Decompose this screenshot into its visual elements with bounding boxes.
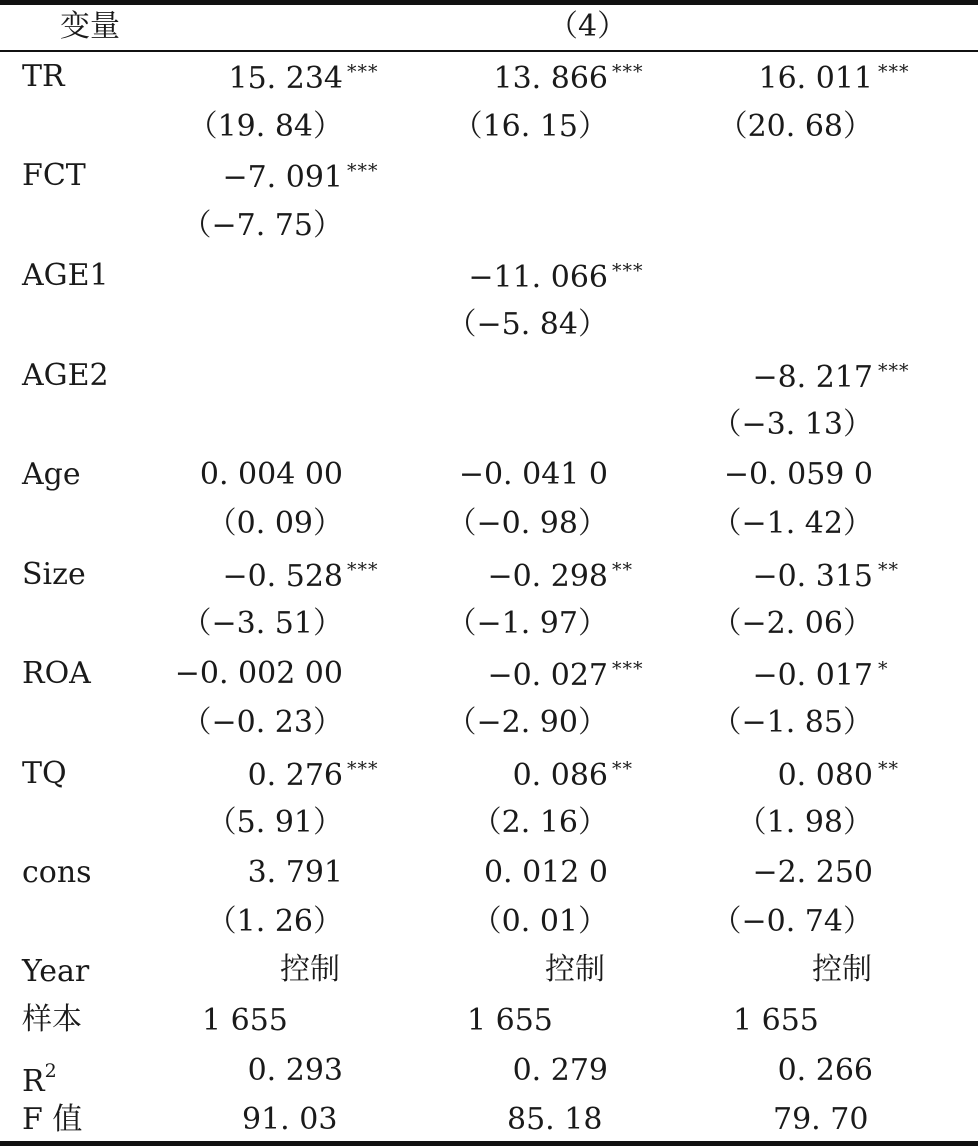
tstat-age1-2: （−5. 84） <box>446 307 608 342</box>
top-rule <box>0 0 978 5</box>
tstat-size-3: （−2. 06） <box>711 606 873 641</box>
row-label-sample: 样本 <box>22 1002 82 1037</box>
row-label-fct: FCT <box>22 158 86 193</box>
sample-size-1: 1 655 <box>202 1003 288 1038</box>
coef-age1-2: −11. 066 <box>468 260 608 295</box>
stars-size-1: *** <box>347 559 379 581</box>
row-label-tr: TR <box>22 59 65 94</box>
tstat-cons-1: （1. 26） <box>206 904 343 939</box>
coef-roa-1: −0. 002 00 <box>174 656 343 691</box>
coef-tq-1: 0. 276 <box>247 758 343 793</box>
row-label-age1: AGE1 <box>22 258 109 293</box>
stars-tq-1: *** <box>347 758 379 780</box>
coef-tq-3: 0. 080 <box>777 758 873 793</box>
tstat-cons-2: （0. 01） <box>471 904 608 939</box>
sample-size-2: 1 655 <box>467 1003 553 1038</box>
stars-age1-2: *** <box>612 260 644 282</box>
stars-tr-3: *** <box>878 61 910 83</box>
coef-roa-2: −0. 027 <box>487 658 608 693</box>
tstat-age-3: （−1. 42） <box>711 506 873 541</box>
f-value-3: 79. 70 <box>773 1102 869 1137</box>
r2-value-3: 0. 266 <box>777 1053 873 1088</box>
r2-label-base: R <box>22 1064 45 1099</box>
tstat-age-1: （0. 09） <box>206 506 343 541</box>
f-value-1: 91. 03 <box>242 1102 338 1137</box>
stars-size-3: ** <box>878 559 899 581</box>
tstat-roa-2: （−2. 90） <box>446 705 608 740</box>
tstat-tq-1: （5. 91） <box>206 805 343 840</box>
year-control-3: 控制 <box>812 952 872 987</box>
coef-fct-1: −7. 091 <box>222 160 343 195</box>
year-control-1: 控制 <box>280 952 340 987</box>
row-label-age: Age <box>22 457 81 492</box>
row-label-cons: cons <box>22 855 92 890</box>
coef-age-3: −0. 059 0 <box>723 457 873 492</box>
tstat-size-1: （−3. 51） <box>181 606 343 641</box>
tstat-fct-1: （−7. 75） <box>181 208 343 243</box>
coef-cons-1: 3. 791 <box>247 855 343 890</box>
row-label-tq: TQ <box>22 756 67 791</box>
tstat-roa-1: （−0. 23） <box>181 705 343 740</box>
tstat-tq-3: （1. 98） <box>736 805 873 840</box>
tstat-roa-3: （−1. 85） <box>711 705 873 740</box>
row-label-year: Year <box>22 954 90 989</box>
tstat-tr-2: （16. 15） <box>452 109 608 144</box>
row-label-f: F 值 <box>22 1102 83 1137</box>
stars-tr-1: *** <box>347 61 379 83</box>
f-value-2: 85. 18 <box>507 1102 603 1137</box>
r2-label-superscript: 2 <box>44 1060 57 1082</box>
sample-size-3: 1 655 <box>733 1003 819 1038</box>
coef-tr-3: 16. 011 <box>758 61 873 96</box>
tstat-size-2: （−1. 97） <box>446 606 608 641</box>
header-variable: 变量 <box>60 9 120 44</box>
header-model: （4） <box>548 9 628 44</box>
stars-roa-3: * <box>878 658 889 680</box>
row-label-age2: AGE2 <box>22 358 109 393</box>
tstat-age-2: （−0. 98） <box>446 506 608 541</box>
coef-cons-3: −2. 250 <box>752 855 873 890</box>
r2-value-2: 0. 279 <box>512 1053 608 1088</box>
r2-value-1: 0. 293 <box>247 1053 343 1088</box>
tstat-tr-1: （19. 84） <box>187 109 343 144</box>
coef-tr-2: 13. 866 <box>493 61 608 96</box>
stars-tq-2: ** <box>612 758 633 780</box>
coef-age-2: −0. 041 0 <box>458 457 608 492</box>
coef-age2-3: −8. 217 <box>752 360 873 395</box>
coef-size-3: −0. 315 <box>752 559 873 594</box>
tstat-tr-3: （20. 68） <box>717 109 873 144</box>
coef-tq-2: 0. 086 <box>512 758 608 793</box>
tstat-cons-3: （−0. 74） <box>711 904 873 939</box>
stars-tr-2: *** <box>612 61 644 83</box>
stars-age2-3: *** <box>878 360 910 382</box>
coef-tr-1: 15. 234 <box>228 61 343 96</box>
bottom-rule <box>0 1141 978 1146</box>
row-label-roa: ROA <box>22 656 91 691</box>
tstat-age2-3: （−3. 13） <box>711 407 873 442</box>
stars-size-2: ** <box>612 559 633 581</box>
coef-cons-2: 0. 012 0 <box>483 855 608 890</box>
tstat-tq-2: （2. 16） <box>471 805 608 840</box>
stars-roa-2: *** <box>612 658 644 680</box>
year-control-2: 控制 <box>545 952 605 987</box>
row-label-size: Size <box>22 557 86 592</box>
coef-roa-3: −0. 017 <box>752 658 873 693</box>
stars-tq-3: ** <box>878 758 899 780</box>
coef-size-1: −0. 528 <box>222 559 343 594</box>
stars-fct-1: *** <box>347 160 379 182</box>
row-label-r2 <box>22 1052 57 1101</box>
header-rule <box>0 50 978 52</box>
coef-size-2: −0. 298 <box>487 559 608 594</box>
coef-age-1: 0. 004 00 <box>199 457 343 492</box>
